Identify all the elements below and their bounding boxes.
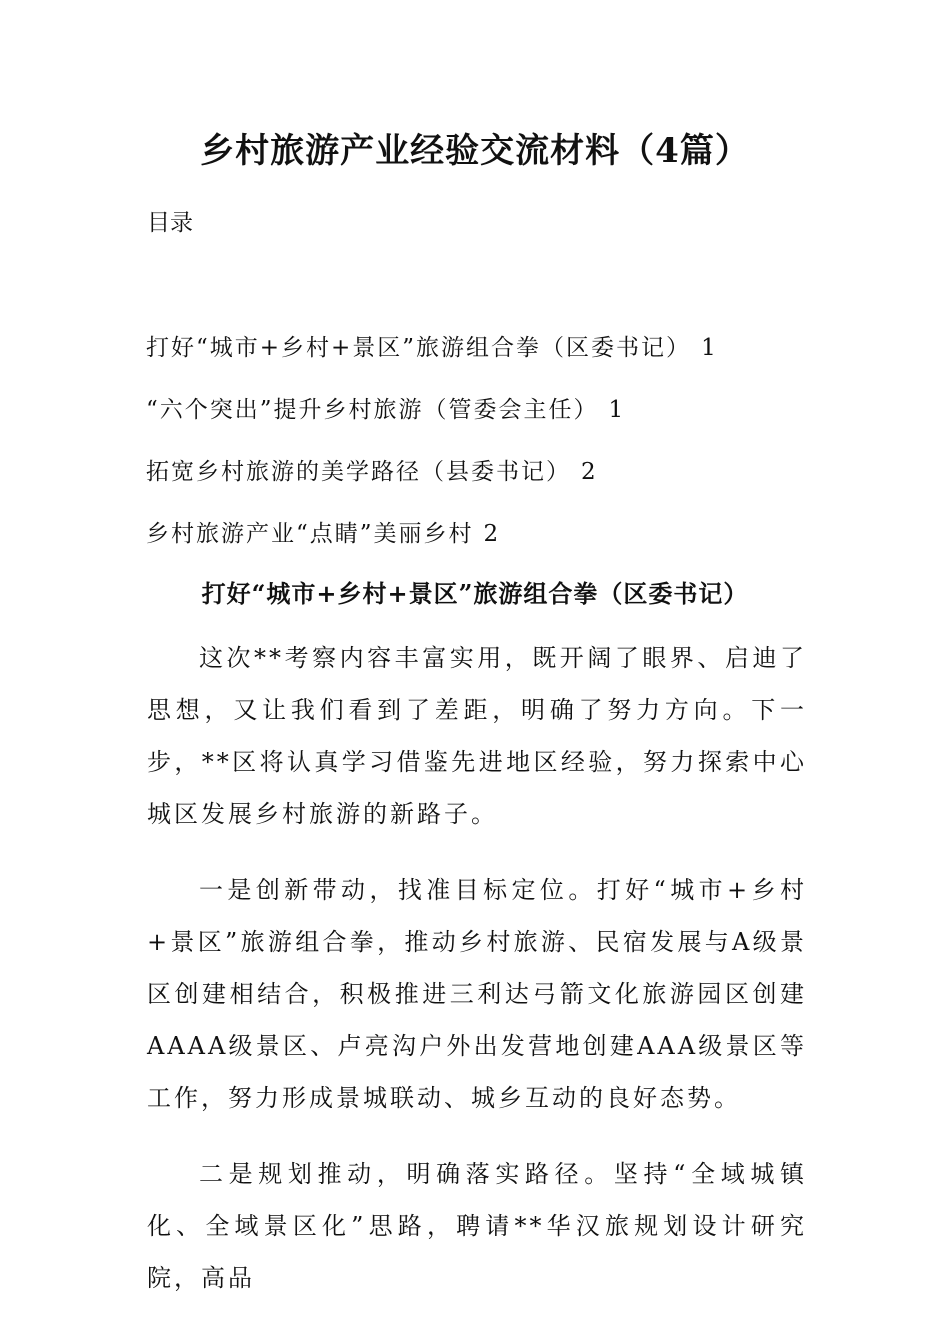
toc-item-label: 拓宽乡村旅游的美学路径（县委书记） — [146, 459, 571, 485]
toc-item[interactable] — [146, 390, 846, 452]
paragraph: 二是规划推动，明确落实路径。坚持“全域城镇化、全域景区化”思路，聘请**华汉旅规划设计研究院，高品 — [147, 1160, 807, 1292]
paragraph: 这次**考察内容丰富实用，既开阔了眼界、启迪了思想，又让我们看到了差距，明确了努力方向。下一步，**区将认真学习借鉴先进地区经验，努力探索中心城区发展乡村旅游的新路子。 — [147, 644, 807, 828]
toc-item[interactable] — [146, 452, 846, 514]
section-heading: 打好“城市+乡村+景区”旅游组合拳（区委书记） — [201, 579, 749, 608]
document-title: 乡村旅游产业经验交流材料（4篇） — [200, 131, 750, 171]
toc-item-page: 1 — [701, 335, 718, 361]
table-of-contents — [146, 328, 846, 576]
toc-item-page: 2 — [581, 459, 598, 485]
toc-item-label: 打好“城市+乡村+景区”旅游组合拳（区委书记） — [146, 335, 692, 361]
toc-item-label: 乡村旅游产业“点睛”美丽乡村 — [146, 521, 474, 547]
body-text — [147, 632, 807, 1328]
paragraph: 一是创新带动，找准目标定位。打好“城市+乡村+景区”旅游组合拳，推动乡村旅游、民宿发展与A级景区创建相结合，积极推进三利达弓箭文化旅游园区创建AAAA级景区、卢亮沟户外出发营地创建AAA级景区等工作，努力形成景城联动、城乡互动的良好态势。 — [147, 876, 807, 1112]
toc-item-page: 2 — [483, 521, 501, 547]
toc-heading: 目录 — [147, 210, 193, 236]
toc-item[interactable] — [146, 514, 846, 576]
toc-item-label: “六个突出”提升乡村旅游（管委会主任） — [146, 397, 599, 423]
toc-item-page: 1 — [608, 397, 626, 423]
toc-item[interactable] — [146, 328, 846, 390]
